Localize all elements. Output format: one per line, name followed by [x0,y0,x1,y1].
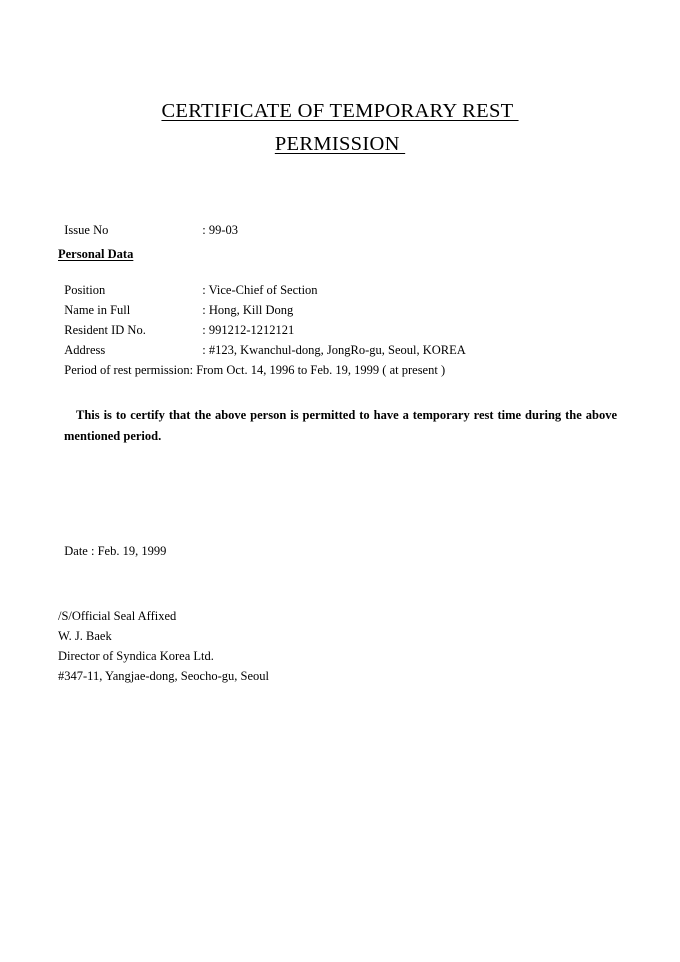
resident-id-label: Resident ID No. [64,323,146,337]
position-label: Position [64,283,106,297]
personal-data-heading: Personal Data [58,247,134,261]
address-label: Address [64,343,106,357]
resident-id-value: : 991212-1212121 [202,323,295,337]
address-value: : #123, Kwanchul-dong, JongRo-gu, Seoul, KOREA [202,343,466,357]
issue-no-value: : 99-03 [202,223,239,237]
official-seal-note: /S/Official Seal Affixed [58,609,177,623]
date-row [58,527,166,559]
certificate-title-line-1 [0,99,680,123]
date-label: Date [64,544,91,558]
issue-no-row [58,206,238,238]
company-address: #347-11, Yangjae-dong, Seocho-gu, Seoul [58,669,269,683]
period-label: Period of rest permission [64,363,190,377]
name-label: Name in Full [64,303,131,317]
title-text-2: PERMISSION [274,133,406,155]
title-text-1: CERTIFICATE OF TEMPORARY REST [161,100,519,122]
issue-no-label: Issue No [64,223,109,237]
date-value: : Feb. 19, 1999 [90,544,167,558]
signatory-name: W. J. Baek [58,629,112,643]
certificate-title-line-2 [0,132,680,156]
signatory-position: Director of Syndica Korea Ltd. [58,649,214,663]
certification-statement: This is to certify that the above person is permitted to have a temporary rest time during the above mentioned period. [64,408,617,443]
period-row [58,346,445,378]
period-value: : From Oct. 14, 1996 to Feb. 19, 1999 ( at present ) [189,363,446,377]
name-value: : Hong, Kill Dong [202,303,294,317]
position-value: : Vice-Chief of Section [202,283,318,297]
